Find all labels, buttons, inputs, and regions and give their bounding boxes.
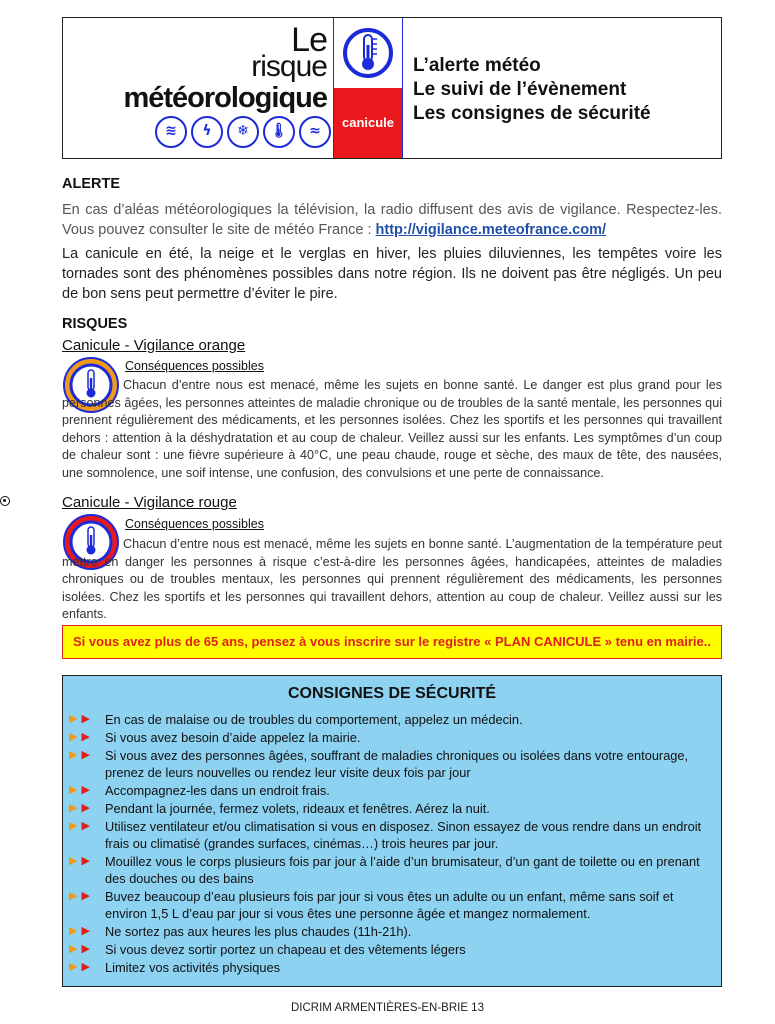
bullet-arrows-icon: ▶ ▶ [69,749,90,761]
title-line-2: risque [251,50,327,83]
header-lines [413,54,651,126]
bullet-arrows-icon: ▶ ▶ [69,925,90,937]
rouge-consequences-body: Chacun d’entre nous est menacé, même les sujets en bonne santé. L’augmentation de la température peut mettre en danger les personnes à risque c’est-à-dire les personnes âgées, handicapées, atteintes de maladies chroniques ou de troubles mentaux, les personnes qui prennent régulièrement des médicaments, les personnes isolées. Chez les sportifs et les personnes qui travaillent dehors, attention au coup de chaleur. Veillez aussi sur les enfants. [62,537,722,621]
title-block [63,18,333,158]
flood-icon: ≈ [299,116,331,148]
title-line-1: Le [291,21,327,59]
alerte-text: En cas d’aléas météorologiques la télévision, la radio diffusent des avis de vigilance. Respectez-les. Vous pouvez consulter le site de météo France : [62,202,722,238]
vigilance-link[interactable]: http://vigilance.meteofrance.com/ [375,222,606,238]
wind-icon: ≋ [155,116,187,148]
alerte-title: ALERTE [62,176,120,192]
orange-consequences-label: Conséquences possibles [125,359,264,373]
vigilance-orange-title: Canicule - Vigilance orange [62,337,246,354]
bullet-arrows-icon: ▶ ▶ [69,961,90,973]
header-box [62,17,722,159]
list-item: ▶ ▶ Limitez vos activités physiques [69,960,280,975]
page-footer: DICRIM ARMENTIÈRES-EN-BRIE 13 [291,1002,484,1014]
header-line-consignes: Les consignes de sécurité [413,103,651,124]
storm-icon: ϟ [191,116,223,148]
alerte-paragraph-2: La canicule en été, la neige et le verglas en hiver, les pluies diluviennes, les tempêtes voire les tornades sont des phénomènes possibles dans notre région. Ils ne doivent pas être négligés. Un peu de bon sens peut permettre d’éviter le pire. [62,246,722,302]
bullet-arrows-icon: ▶ ▶ [69,890,90,902]
thermometer-icon: 🌡︎ [263,116,295,148]
title-line-3: météorologique [123,82,327,114]
canicule-badge [333,18,403,158]
snow-icon: ❄ [227,116,259,148]
bullet-arrows-icon: ▶ ▶ [69,713,90,725]
list-item: ▶ ▶ Ne sortez pas aux heures les plus chaudes (11h-21h). [69,924,412,939]
rouge-consequences-label: Conséquences possibles [125,517,264,531]
margin-registration-mark [0,496,10,506]
list-item: ▶ ▶ En cas de malaise ou de troubles du comportement, appelez un médecin. [69,712,523,727]
bullet-arrows-icon: ▶ ▶ [69,784,90,796]
list-item: ▶ ▶ Pendant la journée, fermez volets, rideaux et fenêtres. Aérez la nuit. [69,801,490,816]
badge-label: canicule [334,88,402,158]
bullet-arrows-icon: ▶ ▶ [69,802,90,814]
consignes-title: CONSIGNES DE SÉCURITÉ [287,685,497,702]
consignes-box [62,675,722,987]
alerte-paragraph-1 [62,200,722,240]
bullet-arrows-icon: ▶ ▶ [69,855,90,867]
header-line-suivi: Le suivi de l’évènement [413,79,627,100]
consignes-list [69,711,717,977]
bullet-arrows-icon: ▶ ▶ [69,820,90,832]
list-item: ▶ ▶ Si vous avez besoin d’aide appelez la mairie. [69,730,361,745]
header-line-alerte: L’alerte météo [413,55,541,76]
vigilance-rouge-title: Canicule - Vigilance rouge [62,494,237,511]
plan-canicule-banner: Si vous avez plus de 65 ans, pensez à vous inscrire sur le registre « PLAN CANICULE » tenu en mairie.. [62,625,722,659]
orange-consequences-text [62,377,722,482]
bullet-arrows-icon: ▶ ▶ [69,731,90,743]
hazard-icons [155,116,331,150]
rouge-consequences-text [62,536,722,624]
thermometer-icon [342,23,394,83]
orange-consequences-body: Chacun d’entre nous est menacé, même les sujets en bonne santé. Le danger est plus grand pour les personnes âgées, les personnes atteintes de maladie chronique ou de troubles de la santé mentale, les personnes qui prennent régulièrement des médicaments, et les personnes isolées. Chez les sportifs et les personnes qui travaillent dehors : attention à la déshydratation et au coup de chaleur. Veillez aussi sur les enfants. Les symptômes d’un coup de chaleur sont : une fièvre supérieure à 40°C, une peau chaude, rouge et sèche, des maux de tête, des nausées, une somnolence, une soif intense, une confusion, des convulsions et une perte de connaissance. [62,378,722,480]
list-item: ▶ ▶ Utilisez ventilateur et/ou climatisation si vous en disposez. Sinon essayez de vous rendre dans un endroit frais ou climatisé (grandes surfaces, cinémas…) trois heures par jour. [69,819,702,851]
list-item: ▶ ▶ Si vous avez des personnes âgées, souffrant de maladies chroniques ou isolées dans votre entourage, prenez de leurs nouvelles ou rendez leur visite deux fois par jour [69,748,689,780]
list-item: ▶ ▶ Si vous devez sortir portez un chapeau et des vêtements légers [69,942,466,957]
risques-title: RISQUES [62,316,128,332]
list-item: ▶ ▶ Accompagnez-les dans un endroit frais. [69,783,330,798]
badge-thermometer [334,18,402,88]
bullet-arrows-icon: ▶ ▶ [69,943,90,955]
list-item: ▶ ▶ Mouillez vous le corps plusieurs fois par jour à l’aide d’un brumisateur, d’un gant de toilette ou en prenant des douches ou des bains [69,854,700,886]
list-item: ▶ ▶ Buvez beaucoup d’eau plusieurs fois par jour si vous êtes un adulte ou un enfant, même sans soif et environ 1,5 L d’eau par jour si vous êtes une personne âgée et mangez normalement. [69,889,674,921]
